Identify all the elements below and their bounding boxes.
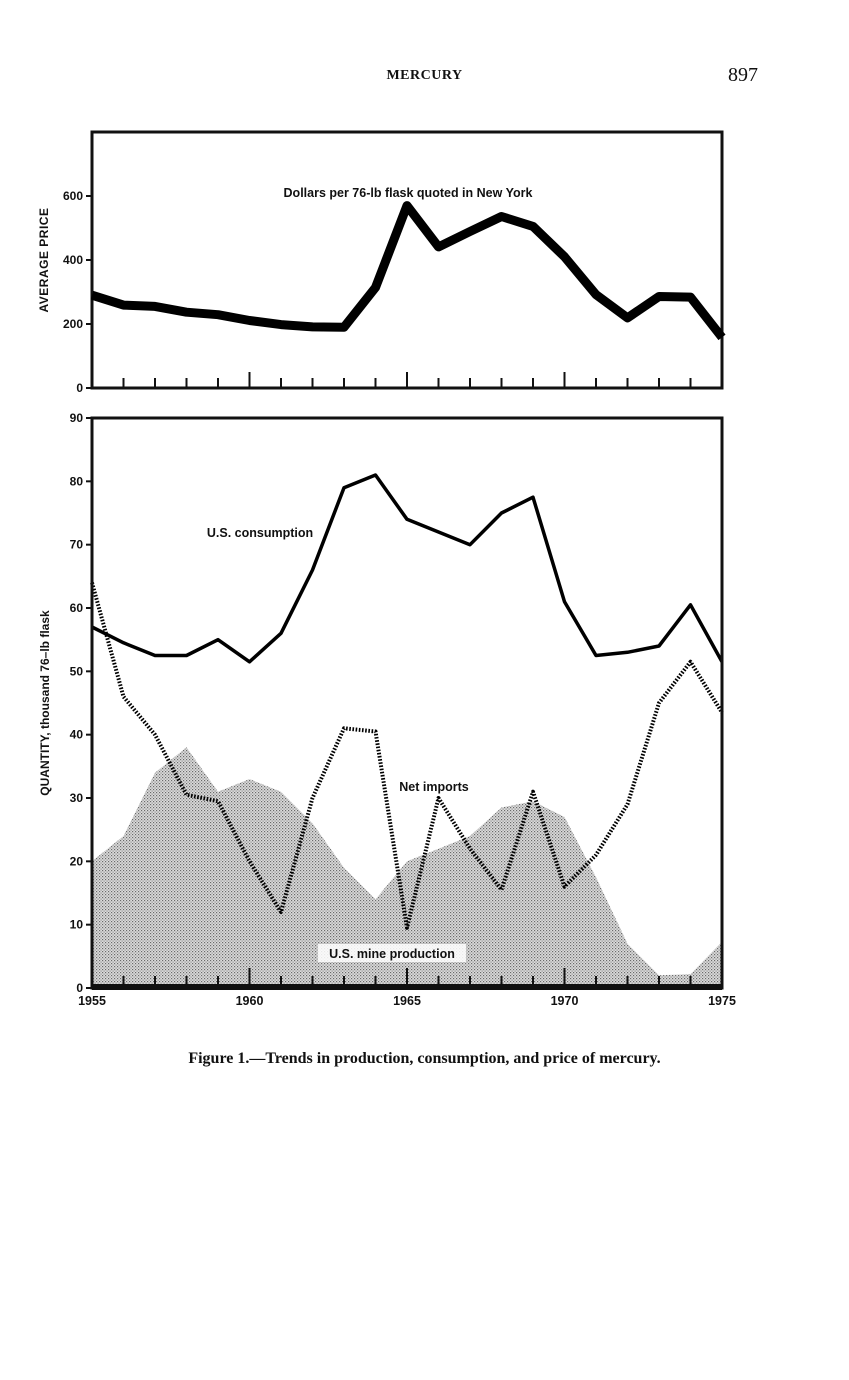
- label-us-consumption: U.S. consumption: [206, 526, 314, 540]
- price-ytick-label: 200: [62, 317, 83, 331]
- price-plot-frame: [92, 132, 722, 388]
- quantity-ytick-label: 50: [69, 664, 83, 679]
- quantity-ytick-label: 70: [69, 537, 83, 552]
- quantity-ytick-label: 80: [69, 474, 83, 489]
- running-title: MERCURY: [386, 68, 463, 83]
- figure-caption: Figure 1.—Trends in production, consumption, and price of mercury.: [188, 1050, 661, 1067]
- price-chart: [37, 132, 722, 395]
- quantity-xtick-label: 1970: [550, 994, 579, 1008]
- price-chart-title: Dollars per 76-lb flask quoted in New York: [283, 186, 533, 200]
- quantity-y-axis-label: QUANTITY, thousand 76–lb flask: [38, 610, 52, 796]
- price-ytick-label: 600: [62, 189, 83, 203]
- label-us-mine-production: U.S. mine production: [329, 947, 455, 961]
- quantity-xtick-label: 1975: [708, 994, 736, 1008]
- quantity-xtick-label: 1955: [78, 994, 106, 1008]
- quantity-chart: [38, 411, 736, 1008]
- price-y-axis-label: AVERAGE PRICE: [37, 207, 51, 313]
- quantity-ytick-label: 0: [76, 981, 83, 995]
- label-net-imports: Net imports: [399, 780, 469, 794]
- quantity-ytick-label: 20: [69, 854, 83, 869]
- price-ytick-label: 400: [62, 253, 83, 267]
- quantity-ytick-label: 90: [69, 411, 83, 425]
- us-consumption-line: [92, 475, 722, 662]
- quantity-xtick-label: 1960: [235, 994, 264, 1008]
- quantity-ytick-label: 10: [69, 917, 83, 932]
- price-ytick-label: 0: [76, 381, 83, 395]
- quantity-xtick-label: 1965: [393, 994, 421, 1008]
- price-series-line: [92, 206, 722, 338]
- quantity-ytick-label: 60: [69, 601, 83, 615]
- price-series-group: [92, 206, 722, 338]
- price-y-ticks: [63, 189, 92, 395]
- quantity-ytick-label: 40: [69, 727, 83, 742]
- page-number: 897: [728, 64, 758, 86]
- quantity-y-ticks: [70, 411, 92, 995]
- quantity-ytick-label: 30: [69, 791, 83, 805]
- price-x-ticks: [124, 372, 691, 388]
